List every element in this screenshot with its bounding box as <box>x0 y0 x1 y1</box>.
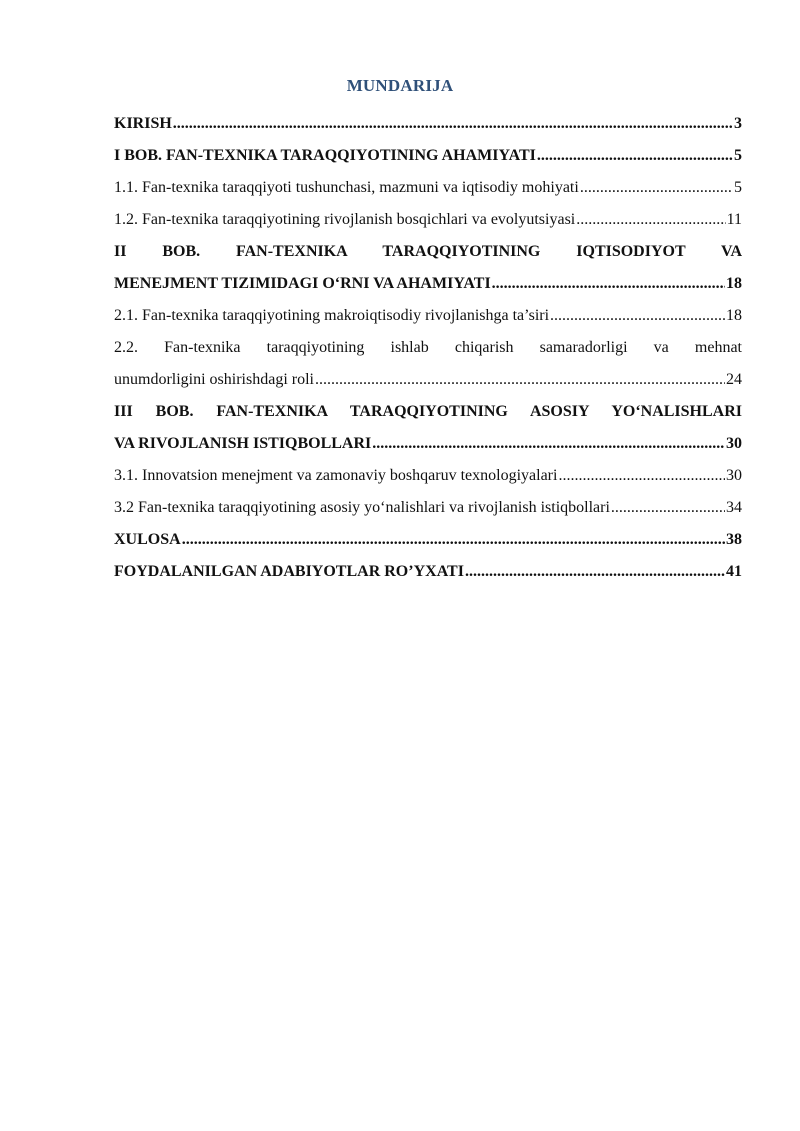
toc-entry-section-2-2[interactable] <box>114 332 742 396</box>
toc-entry-kirish[interactable] <box>114 108 742 140</box>
toc-entry-label-line1: 2.2. Fan-texnika taraqqiyotining ishlab chiqarish samaradorligi va mehnat <box>114 339 742 356</box>
dot-leader <box>580 172 733 204</box>
toc-entry-label: 1.1. Fan-texnika taraqqiyoti tushunchasi, mazmuni va iqtisodiy mohiyati <box>114 179 579 196</box>
toc-page-number: 30 <box>726 467 742 484</box>
dot-leader <box>315 364 725 396</box>
toc-entry-label: VA RIVOJLANISH ISTIQBOLLARI <box>114 435 372 452</box>
toc-entry-chapter-1[interactable] <box>114 140 742 172</box>
dot-leader <box>611 492 725 524</box>
toc-entry-label: KIRISH <box>114 115 172 132</box>
toc-entry-label: I BOB. FAN-TEXNIKA TARAQQIYOTINING AHAMIYATI <box>114 147 536 164</box>
toc-entry-label: MENEJMENT TIZIMIDAGI O‘RNI VA AHAMIYATI <box>114 275 491 292</box>
dot-leader <box>465 556 725 588</box>
toc-entry-chapter-2[interactable] <box>114 236 742 300</box>
toc-entry-label: FOYDALANILGAN ADABIYOTLAR RO’YXATI <box>114 563 464 580</box>
toc-page-number: 34 <box>726 499 742 516</box>
dot-leader <box>173 108 733 140</box>
toc-entry-label-line1: II BOB. FAN-TEXNIKA TARAQQIYOTINING IQTISODIYOT VA <box>114 243 742 260</box>
toc-entry-references[interactable] <box>114 556 742 588</box>
toc-page-number: 11 <box>726 211 742 228</box>
toc-page-number: 5 <box>734 147 742 164</box>
dot-leader <box>182 524 725 556</box>
toc-entry-xulosa[interactable] <box>114 524 742 556</box>
toc-page-number: 18 <box>726 275 742 292</box>
toc-entry-label: 3.1. Innovatsion menejment va zamonaviy boshqaruv texnologiyalari <box>114 467 558 484</box>
toc-page-number: 38 <box>726 531 742 548</box>
toc-page-number: 41 <box>726 563 742 580</box>
toc-entry-label: 1.2. Fan-texnika taraqqiyotining rivojlanish bosqichlari va evolyutsiyasi <box>114 211 576 228</box>
toc-entry-section-1-1[interactable] <box>114 172 742 204</box>
toc-entry-section-1-2[interactable] <box>114 204 742 236</box>
toc-entry-label: unumdorligini oshirishdagi roli <box>114 371 314 388</box>
dot-leader <box>550 300 725 332</box>
toc-page-number: 18 <box>726 307 742 324</box>
table-of-contents <box>114 108 742 588</box>
toc-title: MUNDARIJA <box>346 76 454 95</box>
toc-entry-section-2-1[interactable] <box>114 300 742 332</box>
toc-entry-label-line1: III BOB. FAN-TEXNIKA TARAQQIYOTINING ASOSIY YO‘NALISHLARI <box>114 403 742 420</box>
toc-entry-section-3-2[interactable] <box>114 492 742 524</box>
dot-leader <box>537 140 733 172</box>
dot-leader <box>576 204 725 236</box>
toc-page-number: 3 <box>734 115 742 132</box>
dot-leader <box>492 268 725 300</box>
toc-page-number: 24 <box>726 371 742 388</box>
dot-leader <box>372 428 725 460</box>
toc-entry-chapter-3[interactable] <box>114 396 742 460</box>
toc-entry-section-3-1[interactable] <box>114 460 742 492</box>
toc-entry-label: 2.1. Fan-texnika taraqqiyotining makroiqtisodiy rivojlanishga ta’siri <box>114 307 550 324</box>
toc-page-number: 30 <box>726 435 742 452</box>
toc-page-number: 5 <box>734 179 742 196</box>
toc-entry-label: XULOSA <box>114 531 181 548</box>
dot-leader <box>558 460 725 492</box>
toc-entry-label: 3.2 Fan-texnika taraqqiyotining asosiy yo‘nalishlari va rivojlanish istiqbollari <box>114 499 610 516</box>
